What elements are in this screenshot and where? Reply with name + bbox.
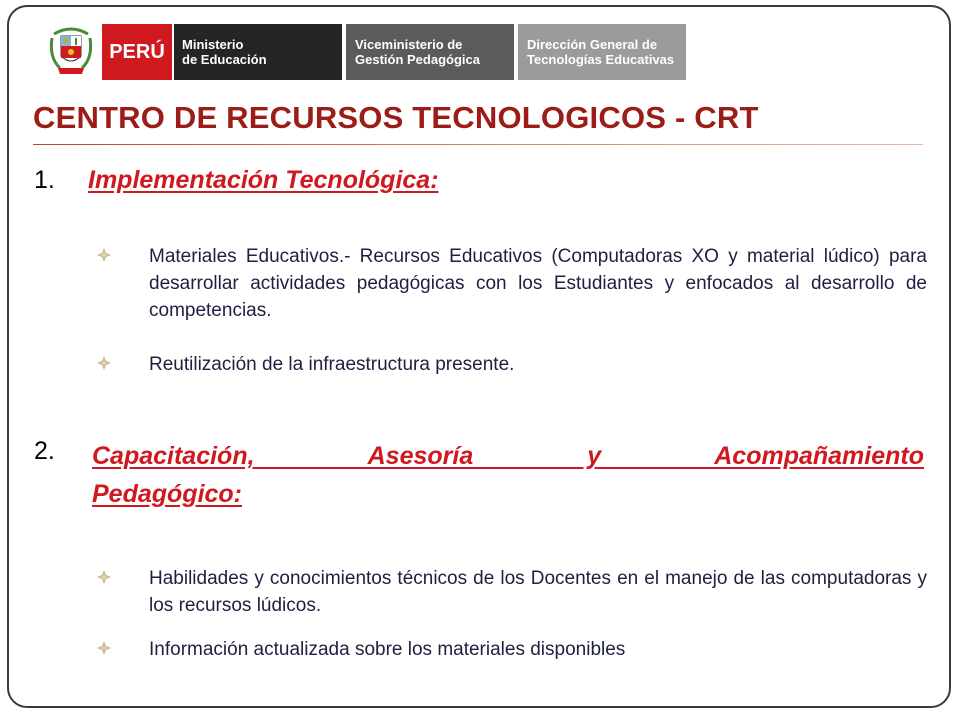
- section-1-bullet-1-text: Materiales Educativos.- Recursos Educativos (Computadoras XO y material lúdico) para desarrollar actividades pedagógicas con los Estudiantes y enfocados al desarrollo de competencias.: [149, 246, 927, 321]
- section-2-title-line1: [92, 437, 924, 475]
- section-1-bullet-2: [91, 351, 927, 381]
- viceministerio-box: [346, 24, 514, 80]
- section-1-number: 1.: [34, 166, 55, 194]
- section-1-bullet-1: [91, 243, 927, 333]
- slide-title: CENTRO DE RECURSOS TECNOLOGICOS - CRT: [33, 100, 759, 135]
- diamond-bullet-icon: [97, 356, 111, 370]
- section-2-bullet-2-text: Información actualizada sobre los materiales disponibles: [149, 639, 626, 660]
- section-2-bullet-1-text: Habilidades y conocimientos técnicos de los Docentes en el manejo de las computadoras y los recursos lúdicos.: [149, 568, 927, 616]
- viceministerio-line2: Gestión Pedagógica: [355, 52, 480, 67]
- ministerio-line2: de Educación: [182, 52, 267, 67]
- ministerio-box: [174, 24, 342, 80]
- diamond-bullet-icon: [97, 641, 111, 655]
- peru-logo-box: [102, 24, 172, 80]
- title-divider: [33, 144, 923, 145]
- peru-label: PERÚ: [109, 40, 165, 63]
- header-banner: [46, 24, 686, 80]
- section-1-title: Implementación Tecnológica:: [88, 166, 439, 194]
- peru-coat-of-arms-icon: [46, 24, 96, 80]
- section-1-bullet-2-text: Reutilización de la infraestructura presente.: [149, 354, 515, 375]
- viceministerio-line1: Viceministerio de: [355, 37, 463, 52]
- section-1-heading: [34, 166, 934, 200]
- diamond-bullet-icon: [97, 570, 111, 584]
- ministerio-line1: Ministerio: [182, 37, 244, 52]
- direccion-line2: Tecnologías Educativas: [527, 52, 675, 67]
- slide: [7, 5, 951, 708]
- section-2-title-line2: Pedagógico:: [92, 480, 243, 508]
- section-2-heading: [34, 437, 934, 517]
- section-2-bullet-2: [91, 636, 927, 666]
- section-2-number: 2.: [34, 437, 55, 465]
- diamond-bullet-icon: [97, 248, 111, 262]
- section-2-title-line1-text: Capacitación, Asesoría y Acompañamiento: [92, 442, 924, 470]
- section-2-bullet-1: [91, 565, 927, 625]
- direccion-line1: Dirección General de: [527, 37, 658, 52]
- section-2-title: [92, 437, 924, 513]
- direccion-box: [518, 24, 686, 80]
